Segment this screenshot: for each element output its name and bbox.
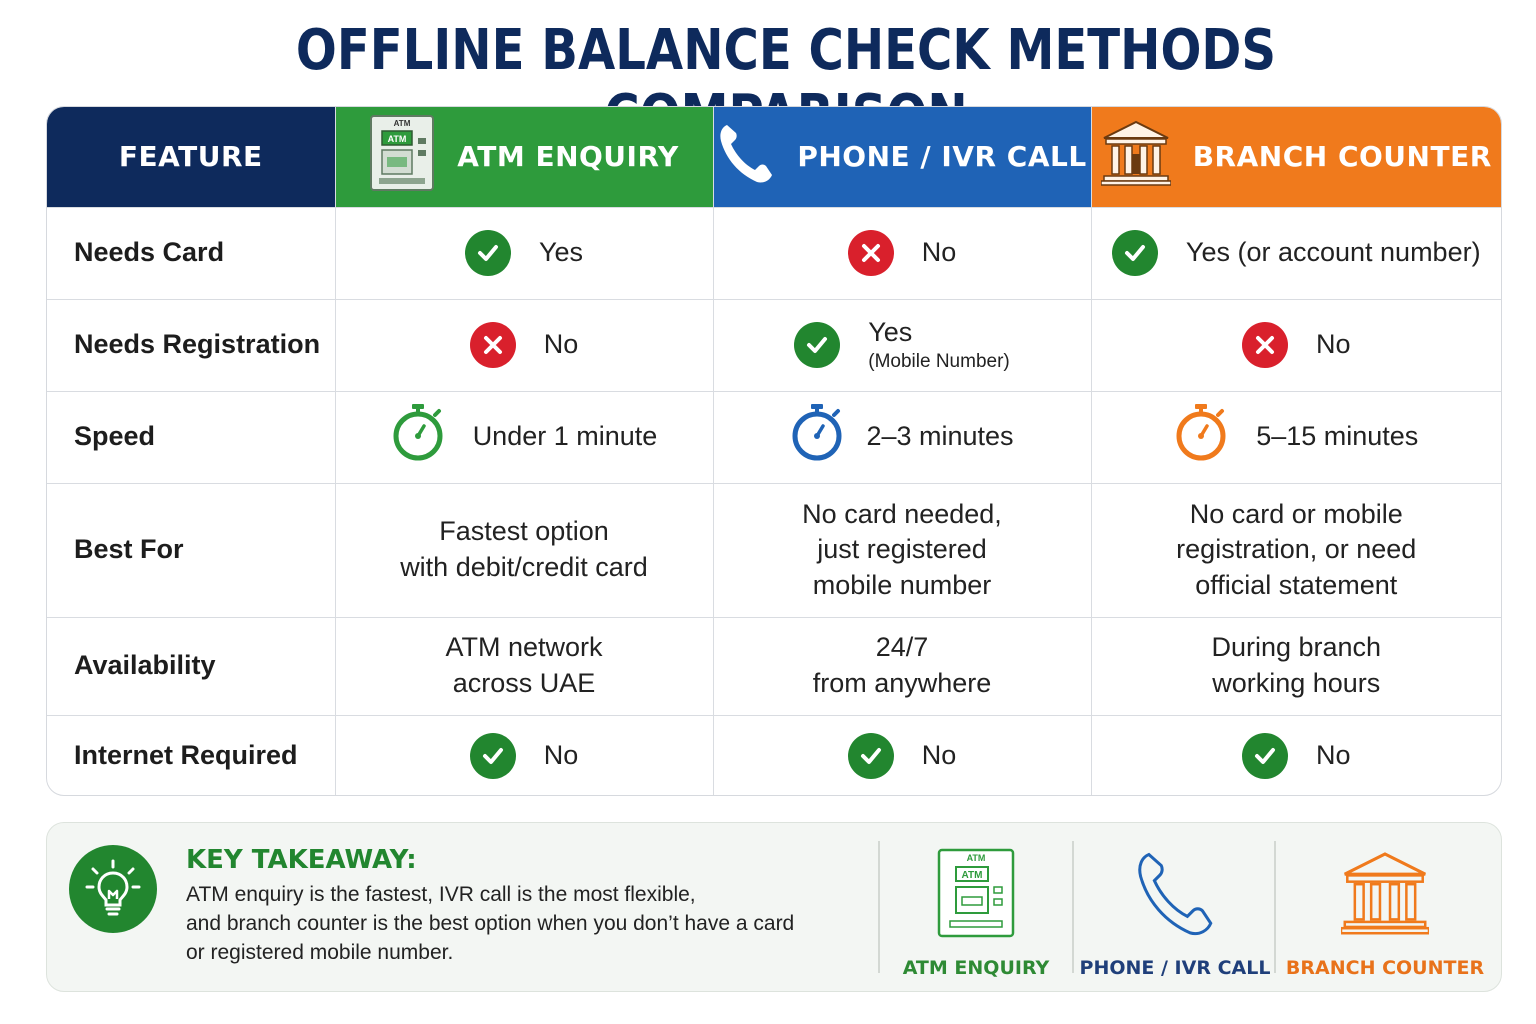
header-branch-counter: BRANCH COUNTER — [1091, 107, 1501, 207]
table-row — [47, 483, 1501, 617]
header-phone-ivr-call: PHONE / IVR CALL — [713, 107, 1091, 207]
table-row — [47, 299, 1501, 391]
header-feature: FEATURE — [47, 107, 335, 207]
comparison-table — [46, 106, 1502, 796]
cell-phone: 2–3 minutes — [713, 391, 1091, 483]
cell-atm: Yes — [335, 207, 713, 299]
check-icon — [465, 230, 511, 276]
stopwatch-icon — [790, 403, 844, 471]
stopwatch-icon — [391, 403, 445, 471]
feature-label: Needs Registration — [47, 299, 335, 391]
cross-icon — [470, 322, 516, 368]
table-row — [47, 391, 1501, 483]
summary-atm: ATM ATM ATM ENQUIRY — [881, 845, 1071, 979]
cell-atm: No — [335, 715, 713, 796]
cross-icon — [848, 230, 894, 276]
divider — [878, 841, 880, 973]
svg-text:ATM: ATM — [393, 118, 411, 128]
lightbulb-icon — [69, 845, 157, 933]
cell-atm: Fastest option with debit/credit card — [335, 483, 713, 617]
table-row — [47, 617, 1501, 715]
cell-phone: No card needed, just registered mobile number — [713, 483, 1091, 617]
cell-branch: 5–15 minutes — [1091, 391, 1501, 483]
feature-label: Internet Required — [47, 715, 335, 796]
cell-branch: During branch working hours — [1091, 617, 1501, 715]
stopwatch-icon — [1174, 403, 1228, 471]
cell-branch: No — [1091, 715, 1501, 796]
phone-registration-note: (Mobile Number) — [868, 351, 1010, 373]
svg-text:ATM: ATM — [387, 133, 407, 144]
feature-label: Needs Card — [47, 207, 335, 299]
takeaway-text: ATM enquiry is the fastest, IVR call is the most flexible, and branch counter is the best option when you don’t have a card or registered mobile number. — [186, 883, 795, 964]
cross-icon — [1242, 322, 1288, 368]
feature-label: Availability — [47, 617, 335, 715]
cell-atm: No — [335, 299, 713, 391]
key-takeaway-panel — [46, 822, 1502, 992]
cell-branch: No card or mobile registration, or need official statement — [1091, 483, 1501, 617]
summary-branch: BRANCH COUNTER — [1285, 845, 1485, 979]
cell-phone: No — [713, 715, 1091, 796]
takeaway-title: KEY TAKEAWAY: — [186, 845, 417, 875]
table-row — [47, 715, 1501, 796]
summary-phone: PHONE / IVR CALL — [1077, 845, 1273, 979]
cell-phone: 24/7 from anywhere — [713, 617, 1091, 715]
atm-machine-icon — [936, 847, 1016, 944]
feature-label: Speed — [47, 391, 335, 483]
check-icon — [1242, 733, 1288, 779]
bank-building-icon — [1341, 850, 1429, 941]
cell-branch: Yes (or account number) — [1091, 207, 1501, 299]
cell-phone: No — [713, 207, 1091, 299]
feature-label: Best For — [47, 483, 335, 617]
phone-icon — [1133, 849, 1217, 942]
check-icon — [848, 733, 894, 779]
cell-branch: No — [1091, 299, 1501, 391]
check-icon — [794, 322, 840, 368]
phone-icon — [717, 121, 775, 193]
check-icon — [1112, 230, 1158, 276]
cell-phone: Yes (Mobile Number) — [713, 299, 1091, 391]
table-row — [47, 207, 1501, 299]
cell-atm: ATM network across UAE — [335, 617, 713, 715]
svg-text:ATM: ATM — [966, 852, 986, 863]
header-atm-enquiry: ATM ATM ATM ENQUIRY — [335, 107, 713, 207]
svg-text:ATM: ATM — [961, 869, 983, 881]
bank-building-icon — [1101, 120, 1171, 194]
page-title: OFFLINE BALANCE CHECK METHODS — [295, 18, 1277, 83]
atm-machine-icon — [369, 114, 435, 200]
check-icon — [470, 733, 516, 779]
cell-atm: Under 1 minute — [335, 391, 713, 483]
divider — [1274, 841, 1276, 973]
divider — [1072, 841, 1074, 973]
